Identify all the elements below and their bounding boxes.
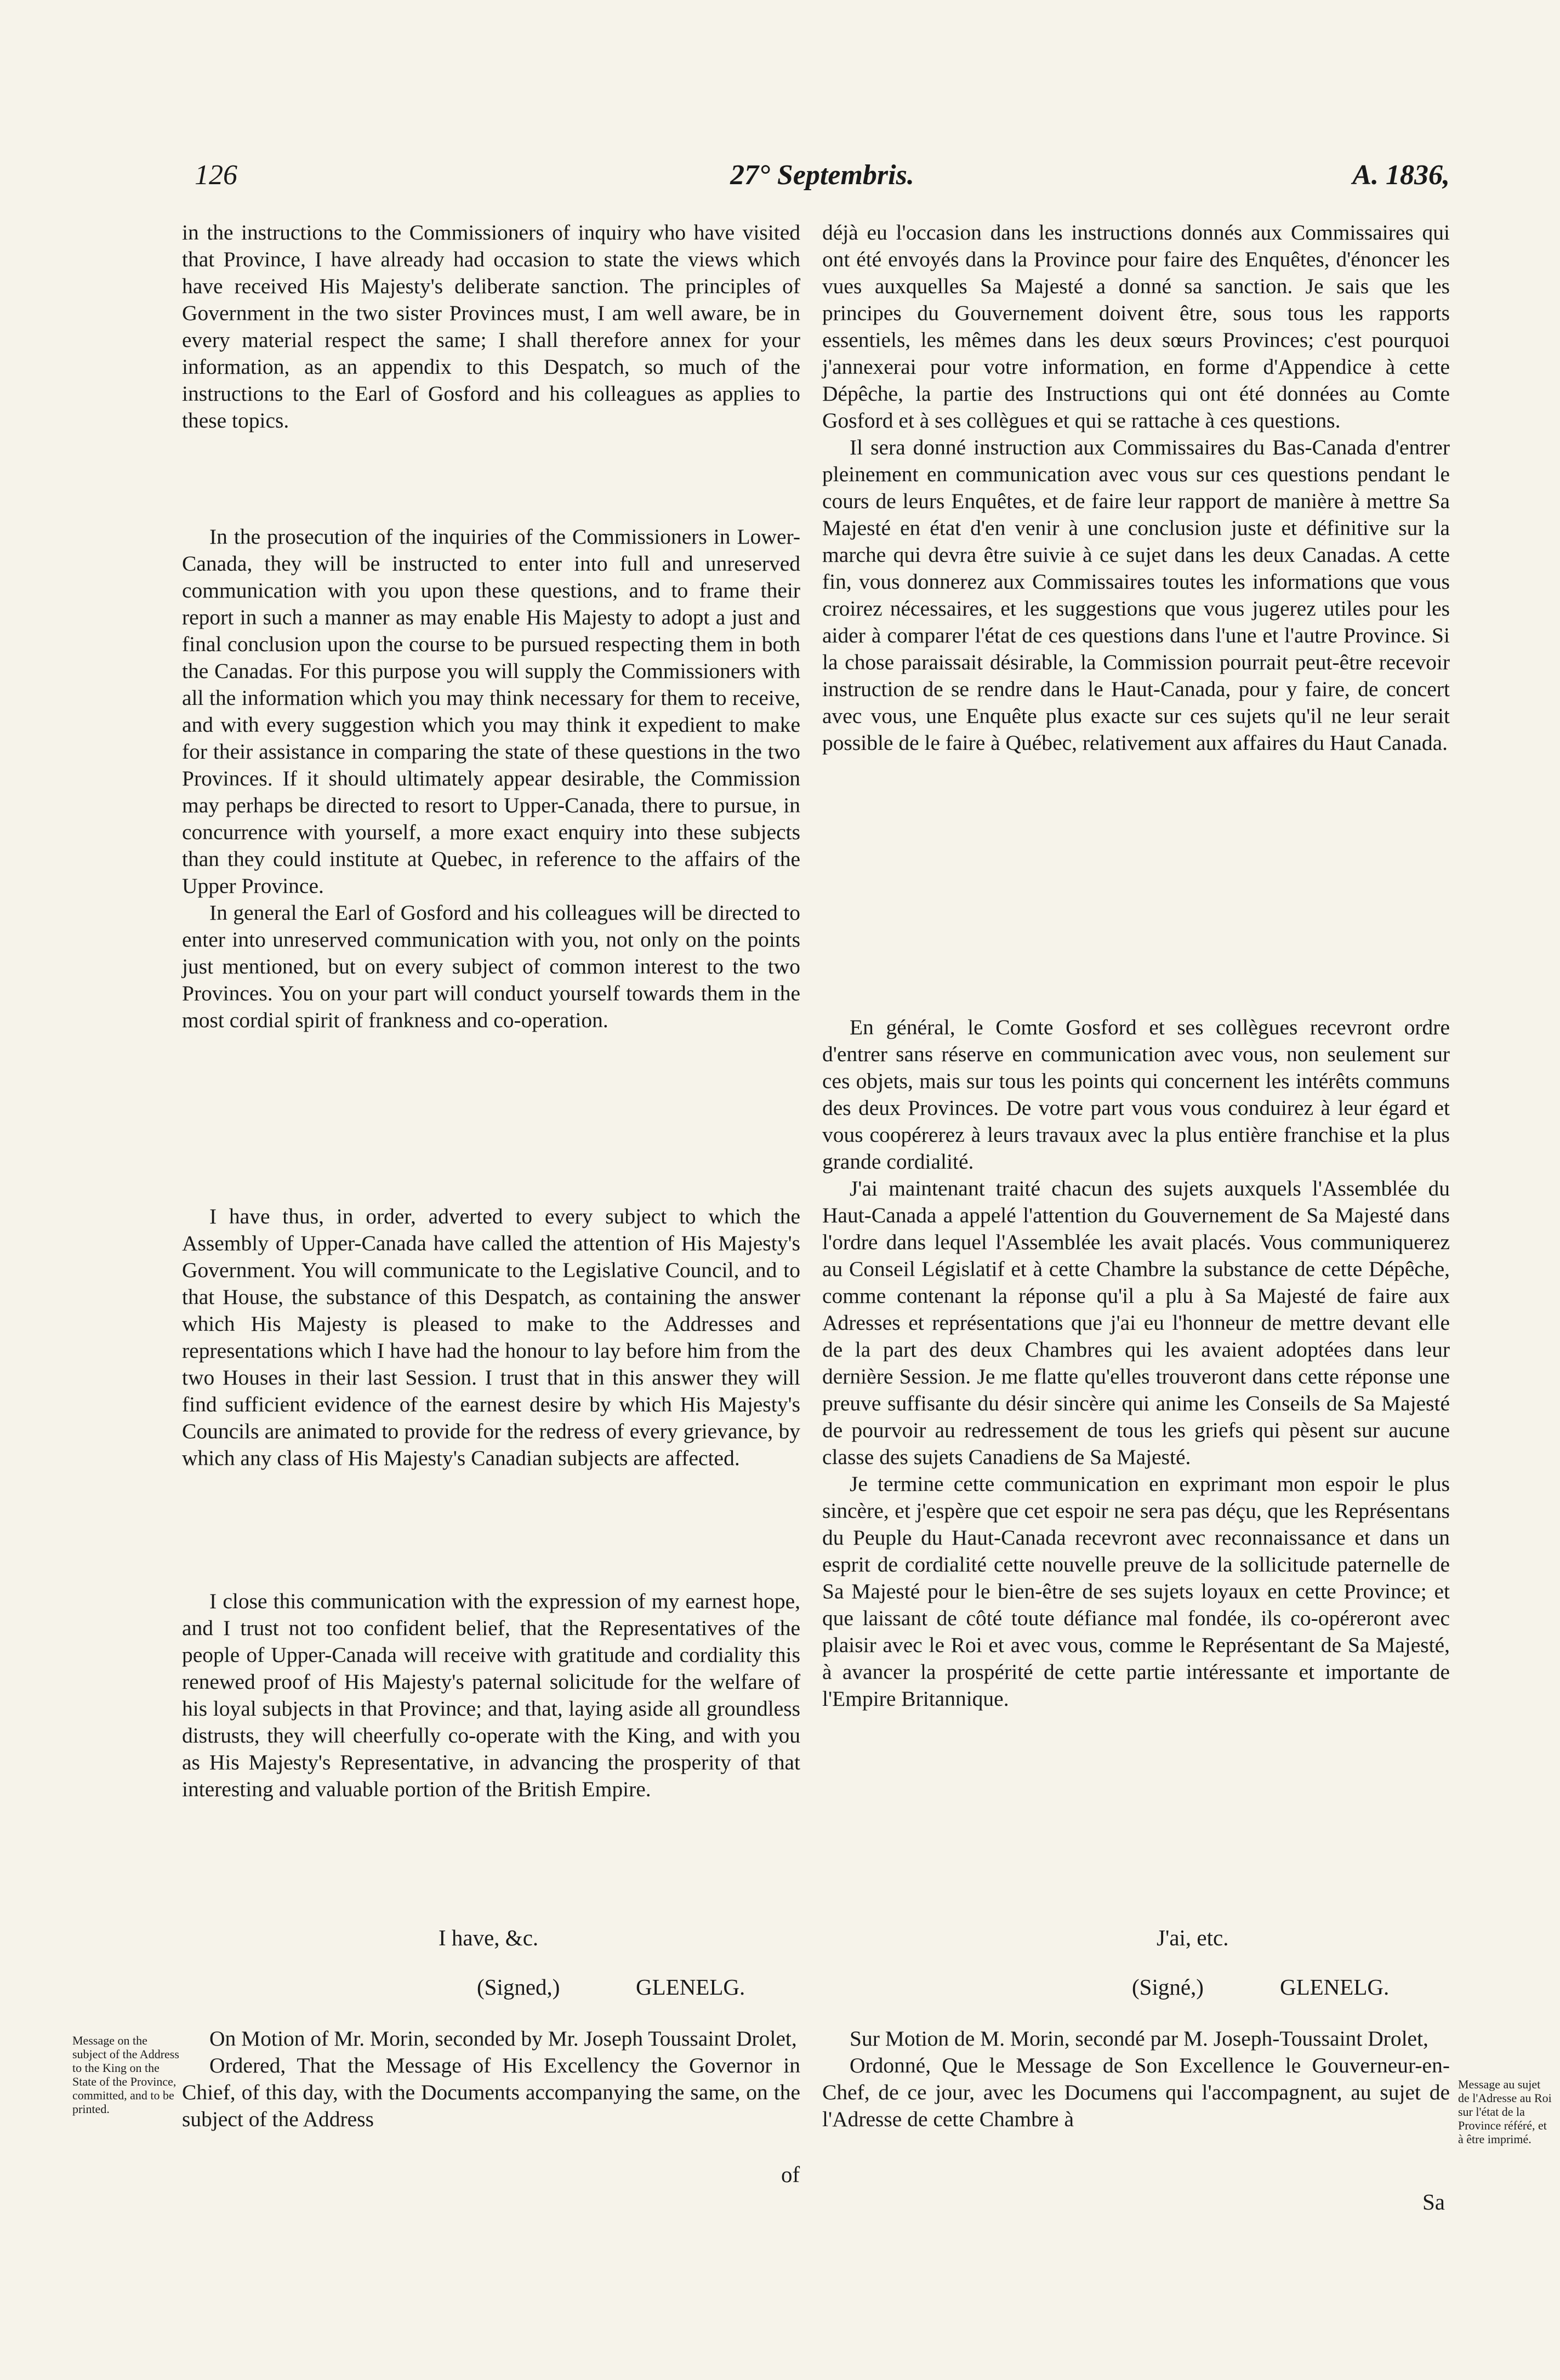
french-motion: Sur Motion de M. Morin, secondé par M. Joseph-Toussaint Drolet, (850, 2026, 1428, 2051)
english-ordered: Ordered, That the Message of His Excellency the Governor in Chief, of this day, with the Documents accompanying the same, on the subject of the Address (182, 2053, 800, 2131)
french-paragraph-4: J'ai maintenant traité chacun des sujets auxquels l'Assemblée du Haut-Canada a appelé l'attention du Gouvernement de Sa Majesté dans l'ordre dans lequel l'Assemblée les avait placés. Vous communiquerez au Conseil Législatif et à cette Chambre la substance de cette Dépêche, comme contenant la réponse qu'il a plu à Sa Majesté de faire aux Adresses et représentations que j'ai eu l'honneur de mettre devant elle de la part des deux Chambres qui les avaient adoptées dans leur dernière Session. Je me flatte qu'elles trouveront dans cette réponse une preuve suffisante du désir sincère qui anime les Conseils de Sa Majesté de pourvoir au redressement de tous les griefs qui pèsent sur aucune classe des sujets Canadiens de Sa Majesté. (822, 1176, 1450, 1469)
english-motion-block (182, 2025, 800, 2133)
english-catchword: of (781, 2162, 800, 2187)
french-closing: J'ai, etc. (1157, 1925, 1229, 1950)
french-catchword: Sa (1422, 2189, 1445, 2214)
french-paragraph-5: Je termine cette communication en exprimant mon espoir le plus sincère, et j'espère que cet espoir ne sera pas déçu, que les Représentans du Peuple du Haut-Canada recevront avec reconnaissance et dans un esprit de cordialité cette nouvelle preuve de la sollicitude paternelle de Sa Majesté pour le bien-être de ses sujets loyaux en cette Province; et que laissant de côté toute défiance mal fondée, ils co-opéreront avec plaisir avec le Roi et avec vous, comme le Représentant de Sa Majesté, à avancer la prospérité de cette partie intéressante et importante de l'Empire Britannique. (822, 1472, 1450, 1711)
english-paragraph-3: In general the Earl of Gosford and his colleagues will be directed to enter into unreserved communication with you, not only on the points just mentioned, but on every subject of common interest to the two Provinces. You on your part will conduct yourself towards them in the most cordial spirit of frankness and co-operation. (182, 901, 800, 1032)
english-column-4 (182, 1588, 800, 1803)
english-signer: GLENELG. (636, 1974, 745, 2000)
english-signed-label: (Signed,) (477, 1974, 560, 2000)
english-paragraph-2: In the prosecution of the inquiries of the Commissioners in Lower-Canada, they will be instructed to enter into full and unreserved communication with you upon these questions, and to frame their report in such a manner as may enable His Majesty to adopt a just and final conclusion upon the course to be pursued respecting them in both the Canadas. For this purpose you will supply the Commissioners with all the information which you may think necessary for them to receive, and with every suggestion which you may think it expedient to make for their assistance in comparing the state of these questions in the two Provinces. If it should ultimately appear desirable, the Commission may perhaps be directed to resort to Upper-Canada, there to pursue, in concurrence with yourself, a more exact enquiry into these subjects than they could institute at Quebec, in reference to the affairs of the Upper Province. (182, 525, 800, 898)
french-paragraph-2: Il sera donné instruction aux Commissaires du Bas-Canada d'entrer pleinement en communication avec vous sur ces questions pendant le cours de leurs Enquêtes, et de faire leur rapport de manière à mettre Sa Majesté en état d'en venir à une conclusion juste et définitive sur la marche qui devra être suivie à ce sujet dans les deux Canadas. A cette fin, vous donnerez aux Commissaires toutes les informations que vous croirez nécessaires, et les suggestions que vous jugerez utiles pour les aider à comparer l'état de ces questions dans l'une et l'autre Province. Si la chose paraissait désirable, la Commission pourrait peut-être recevoir instruction de se rendre dans le Haut-Canada, pour y faire, de concert avec vous, une Enquête plus exacte sur ces sujets qu'il ne leur serait possible de le faire à Québec, relativement aux affaires du Haut Canada. (822, 435, 1450, 755)
english-column (182, 219, 800, 434)
french-paragraph-3: En général, le Comte Gosford et ses collègues recevront ordre d'entrer sans réserve en communication avec vous, non seulement sur ces objets, mais sur tous les points qui concernent les intérêts communs des deux Provinces. De votre part vous vous conduirez à leur égard et vous coopérerez à leurs travaux avec la plus entière franchise et la plus grande cordialité. (822, 1015, 1450, 1174)
left-margin-note: Message on the subject of the Address to the King on the State of the Province, committed, and to be printed. (72, 2034, 179, 2116)
english-column-3 (182, 1203, 800, 1472)
english-paragraph-1: in the instructions to the Commissioners of inquiry who have visited that Province, I have already had occasion to state the views which have received His Majesty's deliberate sanction. The principles of Government in the two sister Provinces must, I am well aware, be in every material respect the same; I shall therefore annex for your information, as an appendix to this Despatch, so much of the instructions to the Earl of Gosford and his colleagues as applies to these topics. (182, 220, 800, 432)
french-signed-label: (Signé,) (1132, 1974, 1204, 2000)
french-motion-block (822, 2025, 1450, 2133)
french-signer: GLENELG. (1280, 1974, 1390, 2000)
french-column-2 (822, 1014, 1450, 1712)
english-closing: I have, &c. (439, 1925, 539, 1950)
running-head (195, 159, 1450, 203)
english-motion: On Motion of Mr. Morin, seconded by Mr. Joseph Toussaint Drolet, (209, 2026, 797, 2051)
english-paragraph-4: I have thus, in order, adverted to every subject to which the Assembly of Upper-Canada have called the attention of His Majesty's Government. You will communicate to the Legislative Council, and to that House, the substance of this Despatch, as containing the answer which His Majesty is pleased to make to the Addresses and representations which I have had the honour to lay before him from the two Houses in their last Session. I trust that in this answer they will find sufficient evidence of the earnest desire by which His Majesty's Councils are animated to provide for the redress of every grievance, by which any class of His Majesty's Canadian subjects are affected. (182, 1204, 800, 1470)
english-column-2 (182, 523, 800, 1034)
english-paragraph-5: I close this communication with the expression of my earnest hope, and I trust not too confident belief, that the Representatives of the people of Upper-Canada will receive with gratitude and cordiality this renewed proof of His Majesty's paternal solicitude for the welfare of his loyal subjects in that Province; and that, laying aside all groundless distrusts, they will cheerfully co-operate with the King, and with you as His Majesty's Representative, in advancing the prosperity of that interesting and valuable portion of the British Empire. (182, 1589, 800, 1801)
page-number: 126 (195, 160, 237, 191)
french-column (822, 219, 1450, 756)
right-margin-note: Message au sujet de l'Adresse au Roi sur l'état de la Province référé, et à être imprimé. (1458, 2077, 1552, 2146)
running-date: 27° Septembris. (730, 160, 914, 191)
french-paragraph-1: déjà eu l'occasion dans les instructions donnés aux Commissaires qui ont été envoyés dans la Province pour faire des Enquêtes, d'énoncer les vues auxquelles Sa Majesté a donné sa sanction. Je sais que les principes du Gouvernement doivent être, sous tous les rapports essentiels, les mêmes dans les deux sœurs Provinces; c'est pourquoi j'annexerai pour votre information, en forme d'Appendice à cette Dépêche, la partie des Instructions qui ont été données au Comte Gosford et à ses collègues et qui se rattache à ces questions. (822, 220, 1450, 432)
french-ordered: Ordonné, Que le Message de Son Excellence le Gouverneur-en-Chef, de ce jour, avec les Documens qui l'accompagnent, au sujet de l'Adresse de cette Chambre à (822, 2053, 1450, 2131)
running-year: A. 1836, (1352, 160, 1450, 191)
